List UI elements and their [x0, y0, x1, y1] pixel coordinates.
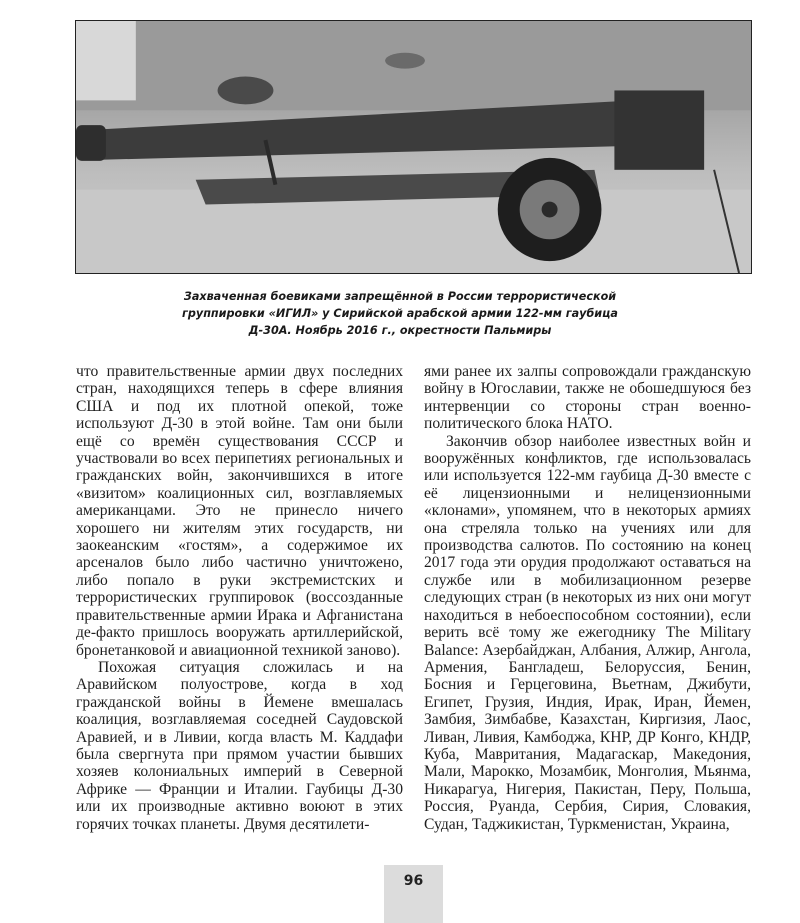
ground — [76, 190, 751, 273]
paragraph: ями ранее их залпы сопровождали гражданскую войну в Югославии, также не обошедшуюся без интервенции со стороны стран военно-политического блока НАТО. — [424, 363, 751, 433]
wheel-center — [542, 202, 558, 218]
photo-illustration — [76, 21, 751, 273]
shrub — [385, 53, 425, 69]
muzzle-brake — [76, 125, 106, 161]
background-structure — [76, 21, 136, 100]
text-column-right — [424, 363, 751, 833]
paragraph: Похожая ситуация сложилась и на Аравийском полуострове, когда в ход гражданской войны в Йемене вмешалась коалиция, возглавляемая соседней Саудовской Аравией, и в Ливии, когда власть М. Каддафи была свергнута при прямом участии бывших хозяев колониальных империй в Северной Африке — Франции и Италии. Гаубицы Д-30 или их производные активно воюют в этих горячих точках планеты. Двумя десятилети- — [76, 658, 403, 833]
caption-line: Захваченная боевиками запрещённой в России террористической — [183, 290, 617, 303]
paragraph: что правительственные армии двух последних стран, находящихся теперь в сфере влияния США и под их плотной опекой, тоже используют Д-30 в этой войне. Там они были ещё со времён существования СССР и участвовали во всех перипетиях региональных и гражданских войн, закончившихся в итоге «визитом» коалиционных сил, возглавляемых американцами. Это не принесло ничего хорошего ни жителям этих государств, ни заокеанским «гостям», а содержимое их арсеналов было либо частично уничтожено, либо попало в руки экстремистских и террористических группировок (воссозданные правительственные армии Ирака и Афганистана де-факто пришлось вооружать артиллерийской, бронетанковой и авиационной техникой заново). — [76, 363, 403, 659]
paragraph: Закончив обзор наиболее известных войн и вооружённых конфликтов, где использовалась или используется 122-мм гаубица Д-30 вместе с её лицензионными и нелицензионными «клонами», упомянем, что в некоторых армиях она стреляла только на учениях или для производства салютов. По состоянию на конец 2017 года эти орудия продолжают оставаться на службе или в мобилизационном резерве следующих стран (в некоторых из них они могут находиться в небоеспособном состоянии), если верить всё тому же ежегоднику The Military Balance: Азербайджан, Албания, Алжир, Ангола, Армения, Бангладеш, Белоруссия, Бенин, Босния и Герцеговина, Вьетнам, Джибути, Египет, Грузия, Индия, Ирак, Иран, Йемен, Замбия, Зимбабве, Казахстан, Киргизия, Лаос, Ливан, Ливия, Камбоджа, КНР, ДР Конго, КНДР, Куба, Мавритания, Мадагаскар, Македония, Мали, Марокко, Мозамбик, Монголия, Мьянма, Никарагуа, Нигерия, Пакистан, Перу, Польша, Россия, Руанда, Сербия, Сирия, Словакия, Судан, Таджикистан, Туркменистан, Украина, — [424, 432, 751, 833]
howitzer-photo — [75, 20, 752, 274]
caption-line: Д-30А. Ноябрь 2016 г., окрестности Пальмиры — [248, 324, 552, 337]
shrub — [218, 77, 274, 105]
text-column-left — [76, 363, 403, 833]
page-number-box — [384, 865, 443, 923]
caption-line: группировки «ИГИЛ» у Сирийской арабской армии 122-мм гаубица — [182, 307, 618, 320]
breech-and-shield — [614, 90, 704, 169]
figure-caption — [150, 288, 650, 339]
page-number: 96 — [403, 873, 424, 889]
